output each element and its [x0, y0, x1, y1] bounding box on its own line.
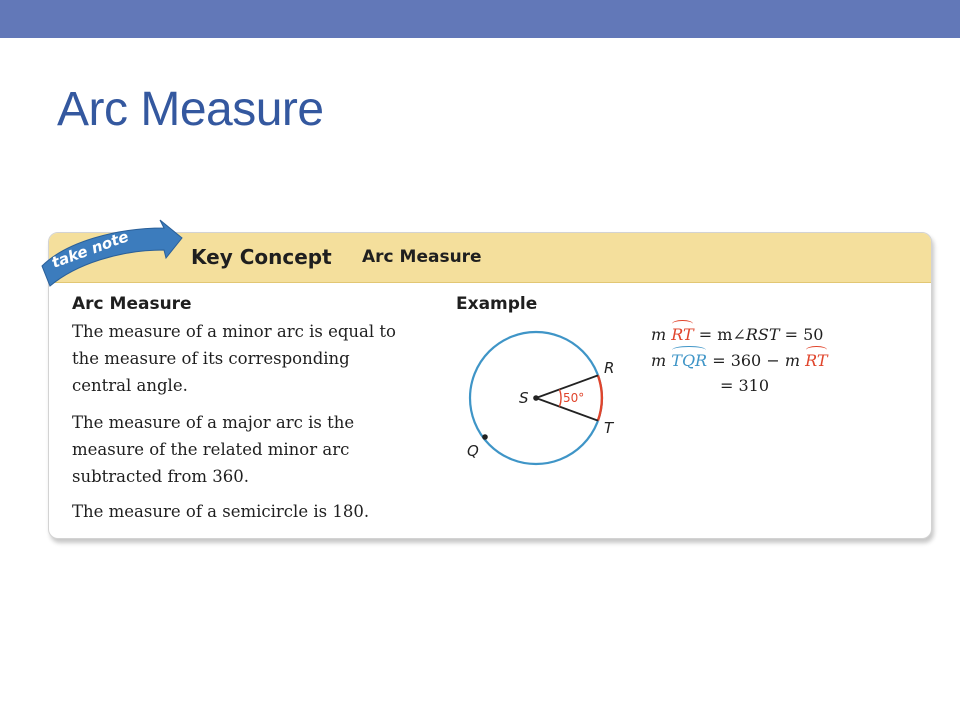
angle-arc-marker — [560, 389, 562, 406]
arc-rt-label: RT — [805, 348, 827, 370]
point-q-dot — [482, 434, 488, 440]
paragraph-semicircle: The measure of a semicircle is 180. — [72, 502, 370, 521]
label-s: S — [519, 389, 529, 407]
arc-measure-heading: Arc Measure — [72, 294, 192, 314]
measure-symbol: m — [651, 325, 667, 344]
equation-text: = m∠ — [693, 325, 746, 344]
label-r: R — [604, 359, 615, 377]
measure-symbol: m — [784, 351, 800, 370]
label-q: Q — [467, 442, 479, 460]
equation-text: = 360 − — [707, 351, 785, 370]
take-note-banner — [36, 220, 186, 295]
example-heading: Example — [456, 294, 538, 314]
key-concept-subtitle: Arc Measure — [362, 247, 482, 267]
arc-tqr-label: TQR — [671, 348, 707, 370]
paragraph-minor-arc: The measure of a minor arc is equal to the measure of its corresponding central angle. — [72, 322, 396, 395]
center-point-s — [533, 395, 539, 401]
equation-text: = 50 — [779, 325, 824, 344]
label-t: T — [604, 419, 614, 437]
paragraph-major-arc: The measure of a major arc is the measure of the related minor arc subtracted from 360. — [72, 413, 355, 486]
equation-line-1 — [651, 322, 823, 344]
angle-rst-label: RST — [745, 325, 780, 344]
equation-line-3: = 310 — [720, 376, 770, 395]
measure-symbol: m — [651, 351, 667, 370]
minor-arc-rt — [598, 375, 602, 420]
banner-text: take note — [49, 227, 131, 272]
equation-line-2 — [651, 348, 828, 370]
key-concept-title: Key Concept — [191, 245, 332, 269]
slide-title: Arc Measure — [57, 83, 324, 136]
arc-rt-label: RT — [671, 322, 693, 344]
angle-label: 50° — [563, 391, 585, 405]
top-accent-bar — [0, 0, 960, 38]
circle-diagram — [455, 320, 630, 470]
